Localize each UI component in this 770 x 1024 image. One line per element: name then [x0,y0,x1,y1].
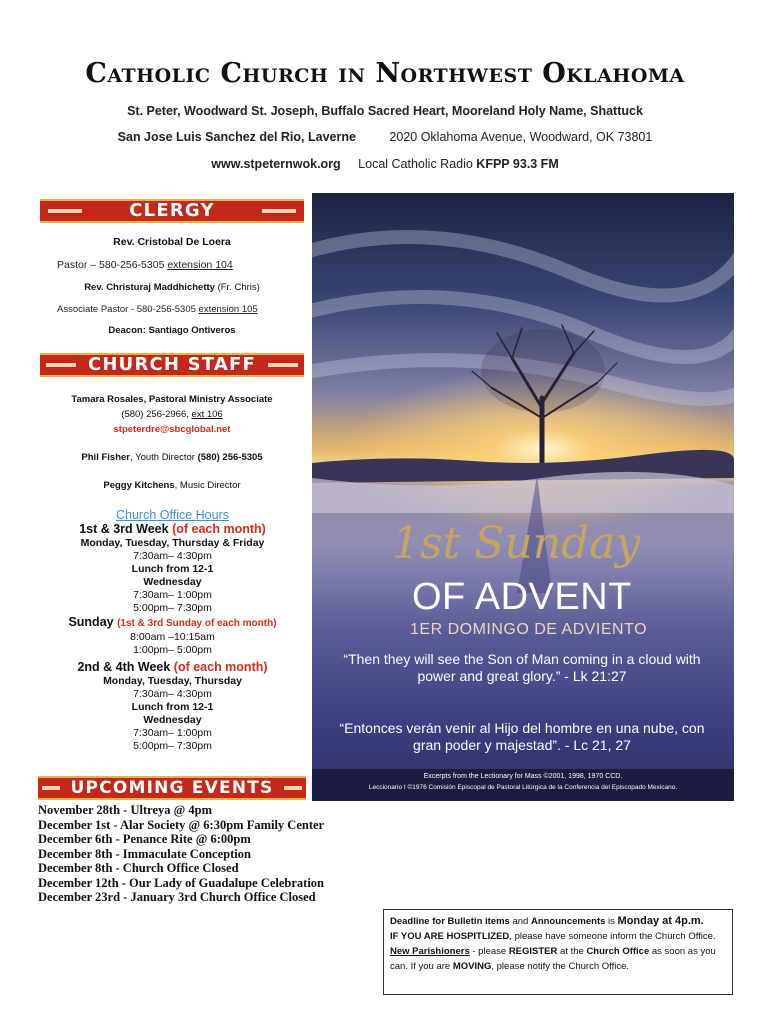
week-13-heading [40,522,305,537]
clergy-banner [40,199,304,223]
sunday-time-2: 1:00pm– 5:00pm [133,644,212,656]
event-item: November 28th - Ultreya @ 4pm [38,803,212,817]
pastor-name: Rev. Cristobal De Loera [113,236,231,248]
pastor-role: Pastor – 580-256-5305 [57,259,168,271]
sunday-heading [40,615,305,631]
upcoming-events-banner-label: UPCOMING EVENTS [70,778,274,798]
week-13-days: Monday, Tuesday, Thursday & Friday [80,537,265,549]
week-24-wednesday: Wednesday [143,714,202,726]
week-24-lunch: Lunch from 12-1 [131,701,214,713]
notice-hosp-label: IF YOU ARE HOSPITLIZED [390,931,510,942]
upcoming-events-banner [38,776,306,800]
deacon-name: Deacon: Santiago Ontiveros [108,325,236,336]
notice-new-parishioners [390,944,726,974]
week-24-days: Monday, Tuesday, Thursday [103,675,242,687]
notice-new-office: Church Office [586,946,650,957]
event-item: December 8th - Immaculate Conception [38,846,251,861]
youth-director-line [40,452,304,463]
web-radio-line [0,157,770,171]
week-13-label: 1st & 3rd Week [79,522,173,536]
advent-spanish-title: 1ER DOMINGO DE ADVIENTO [410,621,648,638]
website-link[interactable]: www.stpeternwok.org [211,157,341,171]
office-hours-heading: Church Office Hours [115,508,229,522]
event-item: December 12th - Our Lady of Guadalupe Celebration [38,875,324,890]
week-13-time-3: 5:00pm– 7:30pm [133,602,212,614]
notice-deadline-a: Deadline for Bulletin items [390,916,510,927]
week-24-time-1: 7:30am– 4:30pm [133,688,212,700]
notice-hospitalized [390,929,726,944]
pma-email-link[interactable]: stpeterdre@sbcglobal.net [113,424,231,435]
clergy-banner-label: CLERGY [129,200,215,221]
events-list [38,803,324,905]
sunday-time-1: 8:00am –10:15am [130,631,215,643]
pma-name: Tamara Rosales, Pastoral Ministry Associate [71,394,273,405]
advent-quote-spanish: “Entonces verán venir al Hijo del hombre en una nube, con gran poder y majestad”. - Lc 21, 27 [339,720,705,753]
event-item: December 8th - Church Office Closed [38,861,239,875]
week-13-time-1: 7:30am– 4:30pm [133,550,212,562]
associate-pastor-name: Rev. Christuraj Maddhichetty [84,282,215,293]
music-director-line [40,480,304,491]
associate-pastor-nickname: (Fr. Chris) [214,282,260,293]
notice-deadline-b: and [509,916,531,927]
notice-deadline-d: is [605,916,618,927]
music-director-name: Peggy Kitchens [103,480,175,491]
advent-image [312,193,734,801]
event-item: December 1st - Alar Society @ 6:30pm Family Center [38,817,325,832]
notice-new-moving: MOVING [452,961,492,972]
notice-deadline-time: Monday at 4p.m. [617,915,704,927]
pastor-extension: extension 104 [167,259,233,271]
associate-pastor-name-line [40,282,304,293]
parish-laverne: San Jose Luis Sanchez del Rio, Laverne [117,130,356,144]
page-title: Catholic Church in Northwest Oklahoma [85,58,685,89]
sunday-label: Sunday [68,615,118,629]
week-24-time-2: 7:30am– 1:00pm [133,727,212,739]
notice-new-register: REGISTER [508,946,558,957]
pma-phone: (580) 256-2966, [121,409,192,420]
week-13-wednesday: Wednesday [143,576,202,588]
parish-line-2 [0,130,770,144]
radio-label: Local Catholic Radio [358,157,477,171]
office-hours [40,508,305,753]
notice-hosp-text: , please have someone inform the Church Office. [509,931,716,942]
notice-new-f: as soon as you can. If you are [390,946,716,972]
associate-pastor-extension: extension 105 [198,304,258,315]
church-staff-banner-label: CHURCH STAFF [87,354,257,375]
radio-station: KFPP 93.3 FM [476,157,559,171]
pma-extension: ext 106 [191,409,223,420]
week-24-each-month: (of each month) [173,660,268,674]
advent-quote-english: “Then they will see the Son of Man coming in a cloud with power and great glory.” - Lk 21:27 [343,651,701,684]
advent-credit-1: Excerpts from the Lectionary for Mass ©2001, 1998, 1970 CCD. [423,773,623,780]
notice-new-label: New Parishioners [390,946,470,957]
notice-new-d: at the [557,946,587,957]
notice-deadline [390,914,726,929]
event-item: December 6th - Penance Rite @ 6:00pm [38,832,251,846]
week-13-lunch: Lunch from 12-1 [131,563,214,575]
pastor-contact [57,259,233,271]
parish-list: St. Peter, Woodward St. Joseph, Buffalo Sacred Heart, Mooreland Holy Name, Shattuck [127,104,643,118]
event-item: December 23rd - January 3rd Church Office Closed [38,890,316,904]
associate-pastor-contact [57,304,258,315]
advent-of-advent: OF ADVENT [412,576,632,618]
advent-script-title: 1st Sunday [392,518,641,569]
notice-new-h: , please notify the Church Office. [491,961,630,972]
associate-pastor-role: Associate Pastor - 580-256-5305 [57,304,199,315]
advent-credit-2: Leccionario I ©1976 Comisión Episcopal de Pastoral Litúrgica de la Conferencia del Episcopado Mexicano. [368,784,678,791]
week-13-each-month: (of each month) [172,522,266,536]
youth-director-phone: (580) 256-5305 [197,452,263,463]
bulletin-notice-box [383,909,733,995]
week-24-label: 2nd & 4th Week [77,660,174,674]
week-24-heading [40,659,305,675]
sunday-note: (1st & 3rd Sunday of each month) [117,618,277,629]
youth-director-role: , Youth Director [130,452,198,463]
notice-deadline-c: Announcements [530,916,606,927]
pma-phone-line [40,409,304,420]
music-director-role: , Music Director [174,480,241,491]
church-address: 2020 Oklahoma Avenue, Woodward, OK 73801 [389,130,653,144]
notice-new-b: - please [469,946,509,957]
week-24-time-3: 5:00pm– 7:30pm [133,740,212,752]
week-13-time-2: 7:30am– 1:00pm [133,589,212,601]
advent-illustration [312,193,734,801]
youth-director-name: Phil Fisher [81,452,130,463]
church-staff-banner [40,353,304,377]
